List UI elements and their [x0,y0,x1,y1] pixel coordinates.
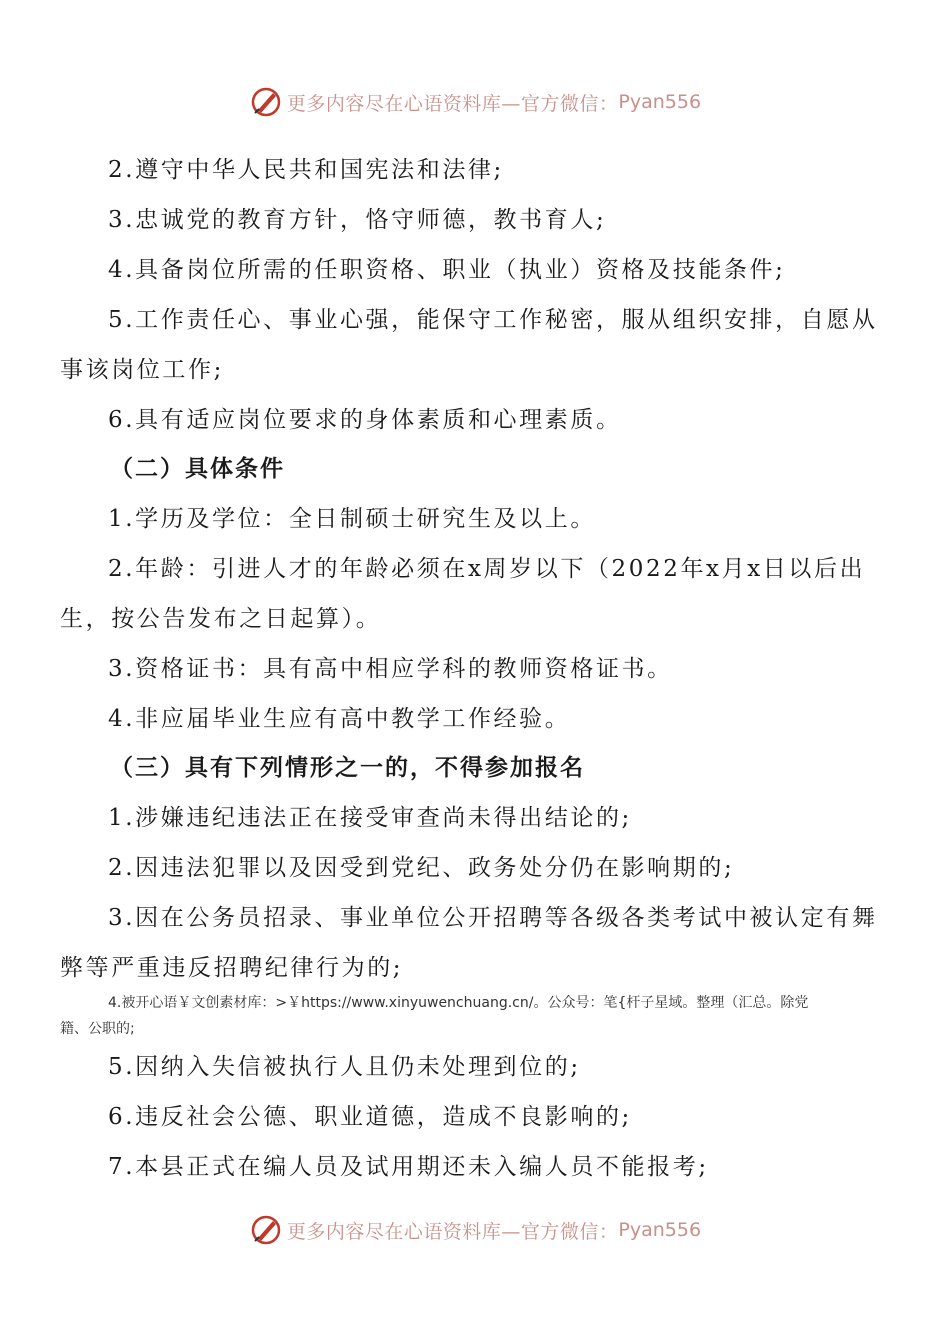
body-line: 2.遵守中华人民共和国宪法和法律; [108,157,504,183]
body-line: 4.非应届毕业生应有高中教学工作经验。 [108,706,571,732]
body-line: 事该岗位工作; [60,357,224,383]
body-line: 1.涉嫌违纪违法正在接受审查尚未得出结论的; [108,805,632,831]
body-line: 6.违反社会公德、职业道德，造成不良影响的; [108,1104,632,1130]
section-heading: （二）具体条件 [110,456,285,482]
pen-logo-icon [249,85,283,119]
body-line: 生，按公告发布之日起算）。 [60,606,382,632]
body-line: 6.具有适应岗位要求的身体素质和心理素质。 [108,407,622,433]
header-banner [0,82,950,122]
small-note [60,990,900,1042]
footer-banner [0,1210,950,1250]
body-line: 弊等严重违反招聘纪律行为的; [60,955,404,981]
body-line: 5.工作责任心、事业心强，能保守工作秘密，服从组织安排，自愿从 [108,307,878,333]
banner-text: 更多内容尽在心语资料库—官方微信： [286,1220,619,1243]
body-line: 1.学历及学位：全日制硕士研究生及以上。 [108,506,596,532]
body-line: 5.因纳入失信被执行人且仍未处理到位的; [108,1054,581,1080]
banner-handle: Pyan556 [618,1219,702,1241]
body-line: 3.忠诚党的教育方针，恪守师德，教书育人; [108,207,607,233]
body-line: 3.因在公务员招录、事业单位公开招聘等各级各类考试中被认定有舞 [108,905,878,931]
body-line: 2.因违法犯罪以及因受到党纪、政务处分仍在影响期的; [108,855,735,881]
body-line: 3.资格证书：具有高中相应学科的教师资格证书。 [108,656,673,682]
banner-handle: Pyan556 [618,91,702,113]
body-line: 2.年龄：引进人才的年龄必须在x周岁以下（2022年x月x日以后出 [108,556,866,582]
body-line: 4.具备岗位所需的任职资格、职业（执业）资格及技能条件; [108,257,786,283]
section-heading: （三）具有下列情形之一的，不得参加报名 [110,755,585,781]
body-line: 7.本县正式在编人员及试用期还未入编人员不能报考; [108,1154,709,1180]
small-note-line: 4.被开心语￥文创素材库：>￥https://www.xinyuwenchuang.cn/。公众号：笔{杆子星域。整理（汇总。除党 [108,995,809,1011]
small-note-line: 籍、公职的; [60,1021,135,1037]
pen-logo-icon [249,1213,283,1247]
banner-text: 更多内容尽在心语资料库—官方微信： [286,92,619,115]
